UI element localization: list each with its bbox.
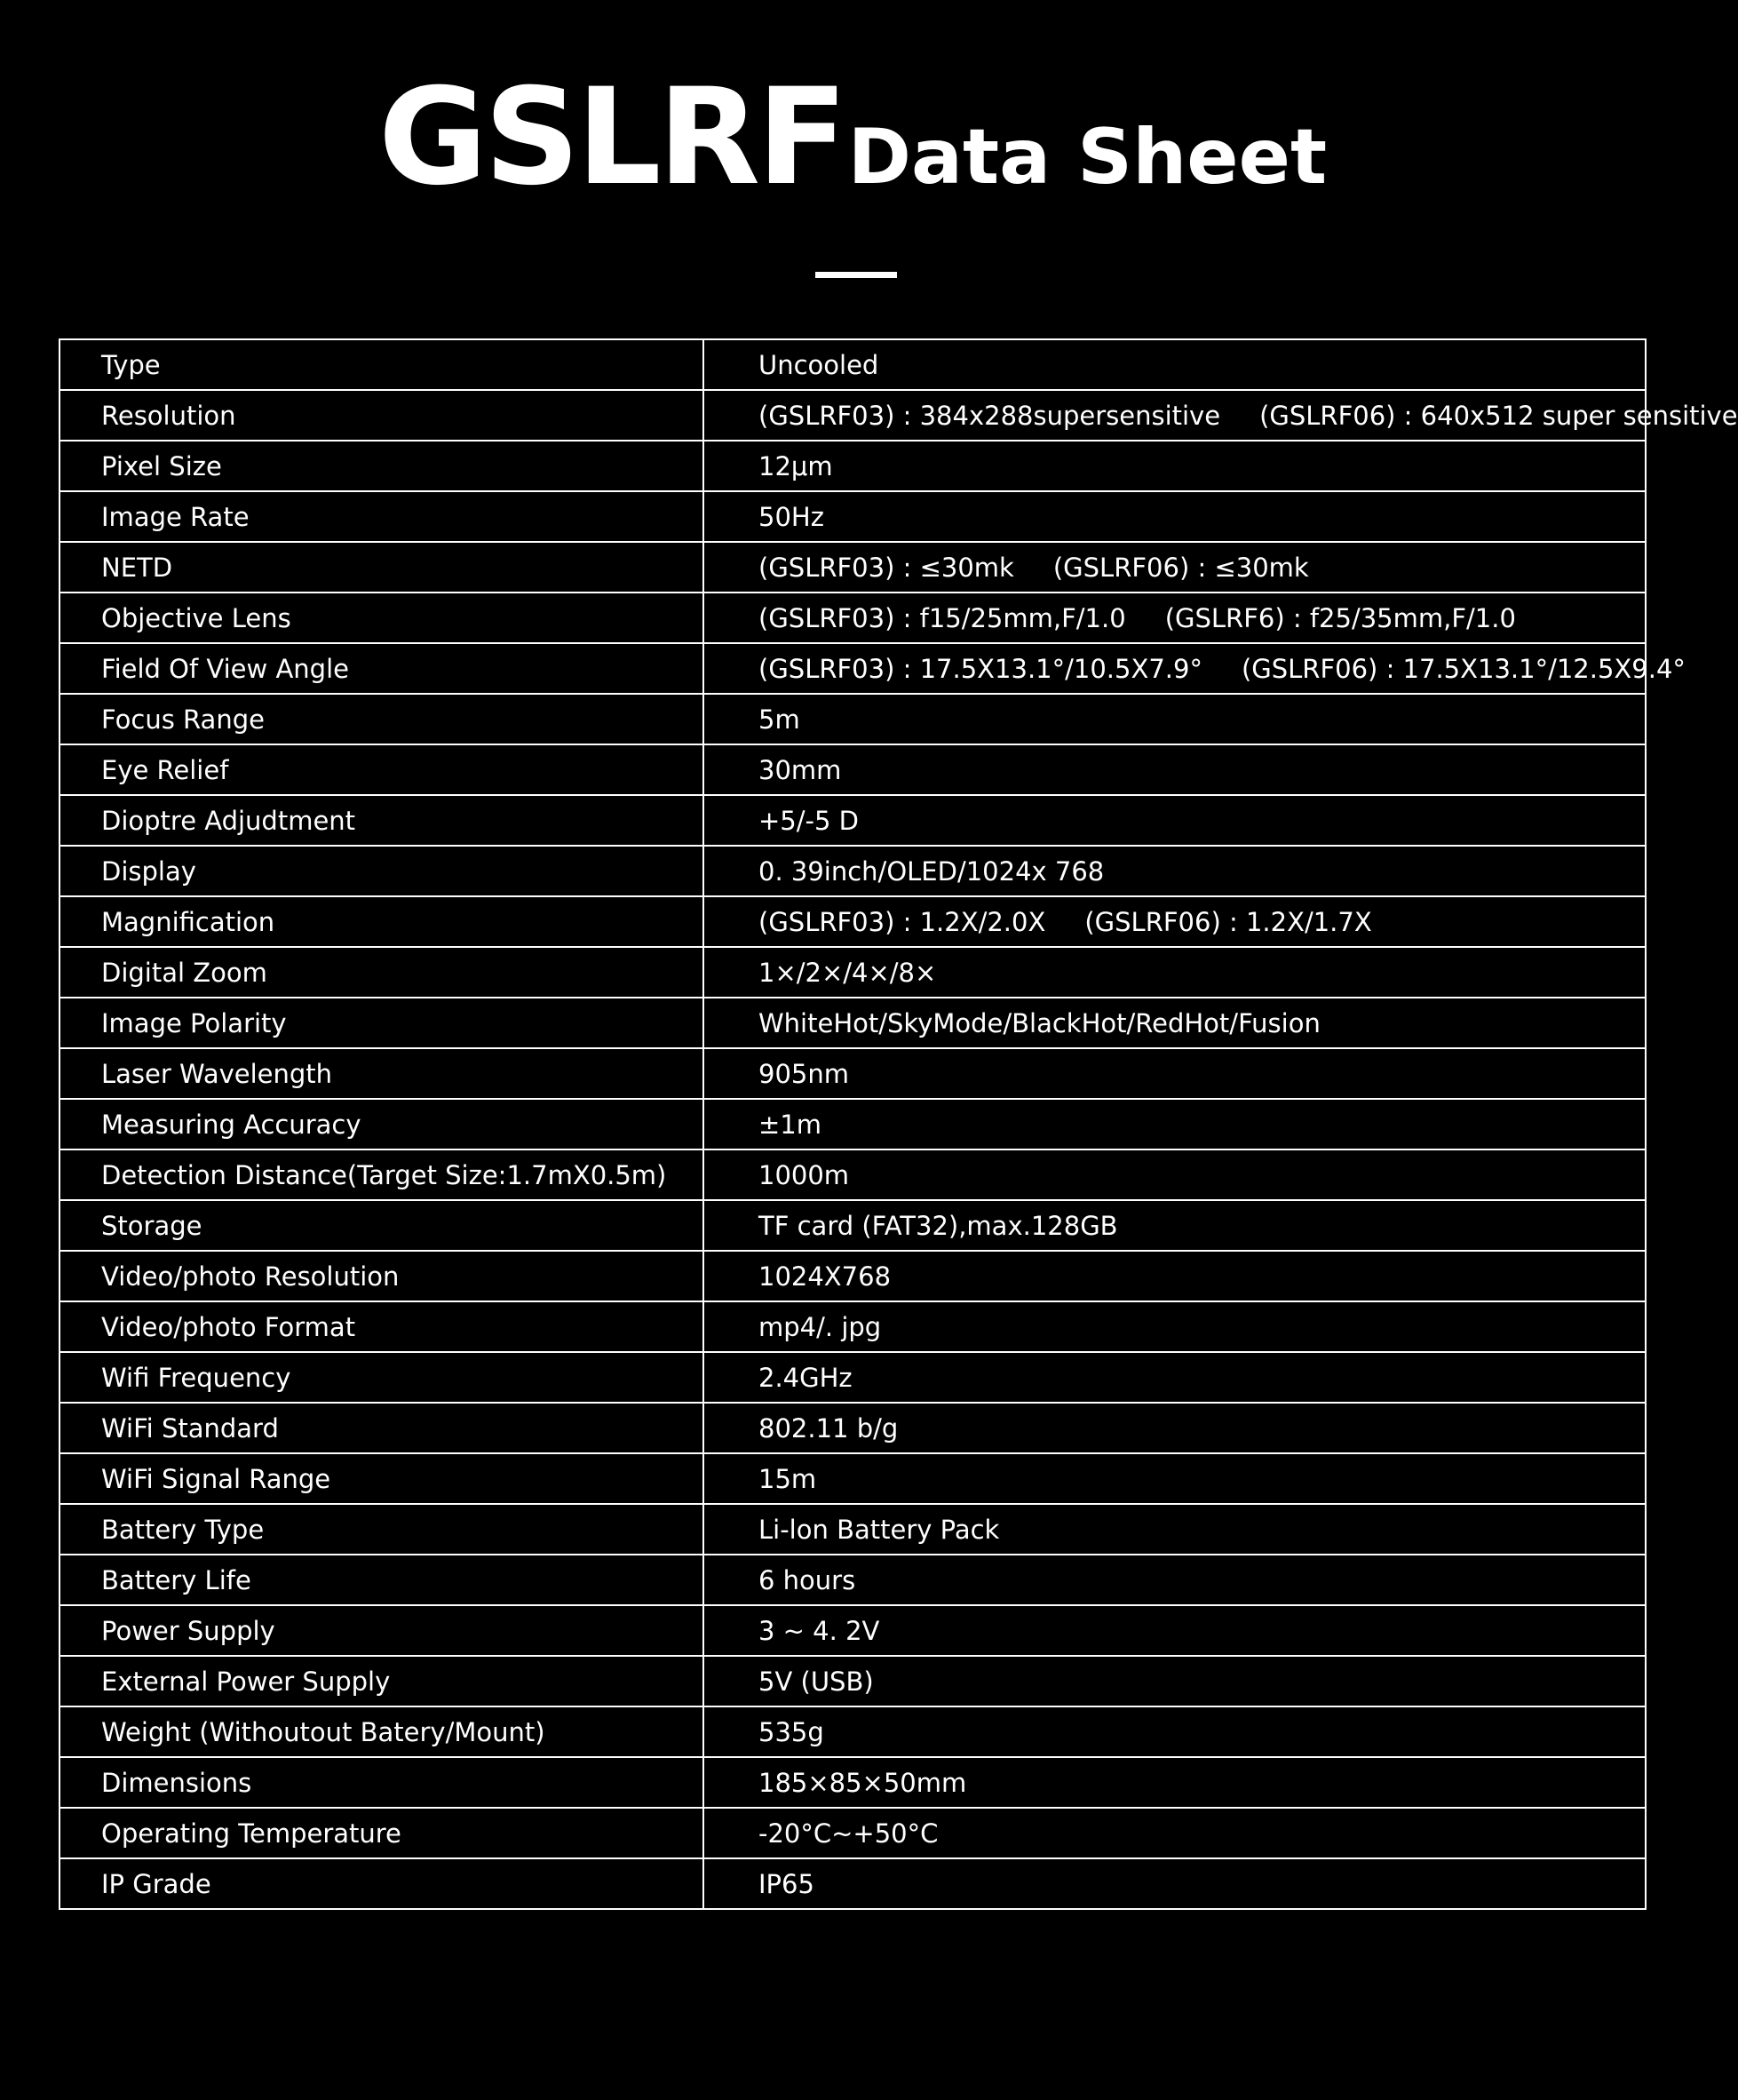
spec-value: 5m <box>758 704 800 735</box>
spec-label: Dioptre Adjudtment <box>60 795 703 846</box>
spec-label: Measuring Accuracy <box>60 1099 703 1149</box>
spec-value: Uncooled <box>758 349 879 380</box>
spec-value-cell <box>703 390 1738 441</box>
spec-label: Weight (Withoutout Batery/Mount) <box>60 1706 703 1757</box>
title-product-name: GSLRF <box>377 60 845 215</box>
table-row <box>60 1200 1646 1251</box>
spec-label: Objective Lens <box>60 593 703 643</box>
spec-label: External Power Supply <box>60 1656 703 1706</box>
table-row <box>60 846 1646 896</box>
spec-value-cell <box>703 1656 1646 1706</box>
spec-value-cell <box>703 1706 1646 1757</box>
spec-label: Resolution <box>60 390 703 441</box>
spec-value-cell <box>703 339 1646 390</box>
table-row <box>60 1656 1646 1706</box>
spec-label: Laser Wavelength <box>60 1048 703 1099</box>
table-row <box>60 1808 1646 1858</box>
spec-value: (GSLRF03) : f15/25mm,F/1.0 <box>758 602 1126 633</box>
spec-label: Wifi Frequency <box>60 1352 703 1403</box>
spec-value-cell <box>703 1200 1646 1251</box>
table-row <box>60 1251 1646 1301</box>
table-row <box>60 1605 1646 1656</box>
spec-value-cell <box>703 1301 1646 1352</box>
spec-value: 5V (USB) <box>758 1666 874 1697</box>
spec-value-cell <box>703 1149 1646 1200</box>
spec-value: 535g <box>758 1716 824 1747</box>
spec-value-cell <box>703 1757 1646 1808</box>
spec-label: IP Grade <box>60 1858 703 1909</box>
spec-label: Focus Range <box>60 694 703 744</box>
spec-value: 3 ~ 4. 2V <box>758 1615 880 1646</box>
spec-value-cell <box>703 998 1646 1048</box>
title-underline-divider <box>815 272 897 278</box>
table-row <box>60 1403 1646 1453</box>
spec-label: WiFi Signal Range <box>60 1453 703 1504</box>
spec-label: NETD <box>60 542 703 593</box>
spec-value: 0. 39inch/OLED/1024x 768 <box>758 855 1105 887</box>
spec-value: mp4/. jpg <box>758 1311 882 1342</box>
spec-value-cell <box>703 1605 1646 1656</box>
table-row <box>60 441 1646 491</box>
spec-label: Field Of View Angle <box>60 643 703 694</box>
spec-label: Battery Type <box>60 1504 703 1555</box>
spec-value-cell <box>703 846 1646 896</box>
spec-value: Li-lon Battery Pack <box>758 1514 1000 1545</box>
table-row <box>60 1706 1646 1757</box>
spec-value: 15m <box>758 1463 817 1494</box>
spec-label: Power Supply <box>60 1605 703 1656</box>
spec-label: Storage <box>60 1200 703 1251</box>
spec-value-cell <box>703 542 1646 593</box>
spec-value: 185×85×50mm <box>758 1767 967 1798</box>
spec-value: (GSLRF06) : 640x512 super sensitive <box>1259 400 1738 431</box>
spec-value: (GSLRF03) : 17.5X13.1°/10.5X7.9° <box>758 653 1202 684</box>
spec-value: 1×/2×/4×/8× <box>758 957 937 988</box>
table-row <box>60 1453 1646 1504</box>
spec-value-cell <box>703 441 1646 491</box>
spec-value-cell <box>703 1555 1646 1605</box>
spec-value: (GSLRF06) : ≤30mk <box>1052 552 1309 583</box>
spec-value: TF card (FAT32),max.128GB <box>758 1210 1118 1241</box>
page-title <box>0 60 1705 215</box>
spec-label: Eye Relief <box>60 744 703 795</box>
table-row <box>60 491 1646 542</box>
spec-value-cell <box>703 1453 1646 1504</box>
spec-label: Type <box>60 339 703 390</box>
spec-value: 12μm <box>758 450 833 481</box>
spec-value: 6 hours <box>758 1564 856 1595</box>
spec-value: (GSLRF03) : 1.2X/2.0X <box>758 906 1046 937</box>
spec-label: Battery Life <box>60 1555 703 1605</box>
spec-label: Detection Distance(Target Size:1.7mX0.5m) <box>60 1149 703 1200</box>
spec-value: IP65 <box>758 1868 814 1899</box>
title-data-sheet: Data Sheet <box>847 113 1328 202</box>
spec-label: Image Rate <box>60 491 703 542</box>
spec-value-cell <box>703 1099 1646 1149</box>
spec-label: Digital Zoom <box>60 947 703 998</box>
table-row <box>60 1048 1646 1099</box>
table-row <box>60 1757 1646 1808</box>
table-row <box>60 339 1646 390</box>
spec-label: Dimensions <box>60 1757 703 1808</box>
spec-value: ±1m <box>758 1109 821 1140</box>
spec-value-cell <box>703 1808 1646 1858</box>
table-row <box>60 1301 1646 1352</box>
table-row <box>60 390 1646 441</box>
table-row <box>60 694 1646 744</box>
spec-value: 905nm <box>758 1058 849 1089</box>
spec-value-cell <box>703 1352 1646 1403</box>
spec-value: +5/-5 D <box>758 805 859 836</box>
spec-label: Video/photo Format <box>60 1301 703 1352</box>
spec-label: Image Polarity <box>60 998 703 1048</box>
spec-table <box>59 338 1738 1910</box>
table-row <box>60 1504 1646 1555</box>
table-row <box>60 643 1646 694</box>
spec-table-body <box>60 339 1738 1909</box>
table-row <box>60 1149 1646 1200</box>
spec-value-cell <box>703 947 1646 998</box>
page-header <box>0 0 1705 293</box>
spec-value: (GSLRF06) : 17.5X13.1°/12.5X9.4° <box>1241 653 1686 684</box>
spec-value-cell <box>703 896 1646 947</box>
table-row <box>60 998 1646 1048</box>
table-row <box>60 795 1646 846</box>
spec-value-cell <box>703 694 1646 744</box>
spec-label: Pixel Size <box>60 441 703 491</box>
table-row <box>60 1858 1646 1909</box>
spec-value: 1024X768 <box>758 1261 892 1292</box>
spec-value: -20°C~+50°C <box>758 1818 939 1849</box>
table-row <box>60 947 1646 998</box>
spec-value-cell <box>703 1403 1646 1453</box>
spec-value: 50Hz <box>758 501 824 532</box>
spec-label: Video/photo Resolution <box>60 1251 703 1301</box>
table-row <box>60 1099 1646 1149</box>
table-row <box>60 744 1646 795</box>
spec-value: (GSLRF03) : 384x288supersensitive <box>758 400 1221 431</box>
table-row <box>60 896 1646 947</box>
table-row <box>60 1555 1646 1605</box>
table-row <box>60 542 1646 593</box>
spec-label: Operating Temperature <box>60 1808 703 1858</box>
spec-value-cell <box>703 1504 1646 1555</box>
spec-value: (GSLRF6) : f25/35mm,F/1.0 <box>1164 602 1516 633</box>
spec-value-cell <box>703 795 1646 846</box>
spec-value: (GSLRF03) : ≤30mk <box>758 552 1014 583</box>
table-row <box>60 593 1646 643</box>
table-row <box>60 1352 1646 1403</box>
spec-value-cell <box>703 1858 1646 1909</box>
spec-value: WhiteHot/SkyMode/BlackHot/RedHot/Fusion <box>758 1007 1321 1038</box>
spec-label: Display <box>60 846 703 896</box>
spec-label: Magnification <box>60 896 703 947</box>
spec-value: 802.11 b/g <box>758 1412 899 1444</box>
spec-value: 1000m <box>758 1159 850 1190</box>
spec-value: 30mm <box>758 754 842 785</box>
spec-value-cell <box>703 593 1646 643</box>
spec-value-cell <box>703 1048 1646 1099</box>
spec-label: WiFi Standard <box>60 1403 703 1453</box>
spec-value: 2.4GHz <box>758 1362 853 1393</box>
spec-value-cell <box>703 491 1646 542</box>
spec-value-cell <box>703 643 1686 694</box>
spec-value-cell <box>703 744 1646 795</box>
spec-value: (GSLRF06) : 1.2X/1.7X <box>1084 906 1372 937</box>
spec-value-cell <box>703 1251 1646 1301</box>
